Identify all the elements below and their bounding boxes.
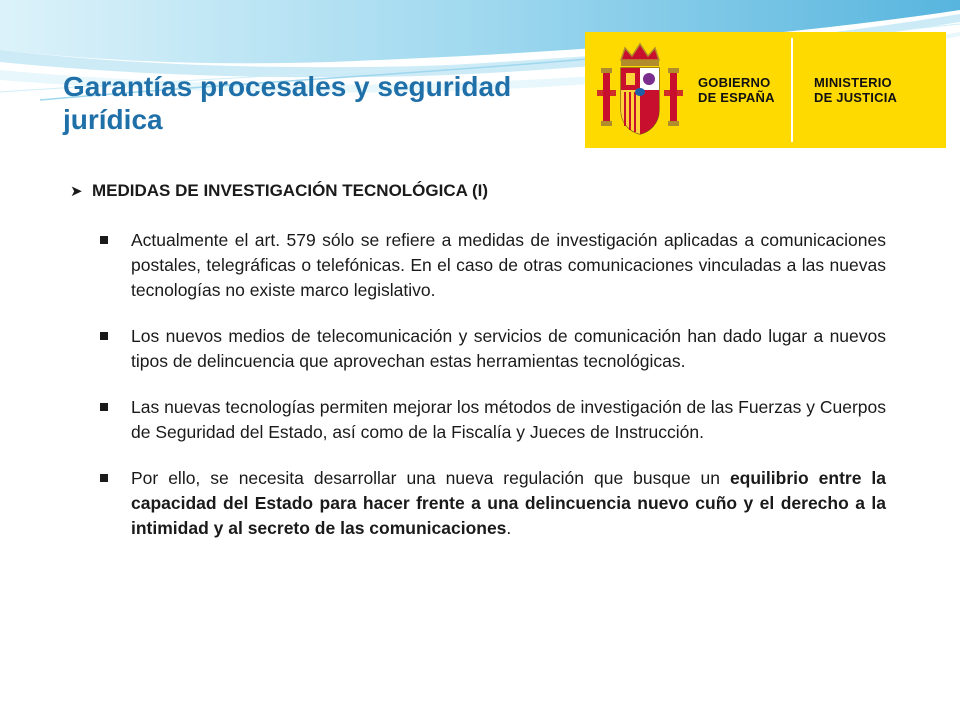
square-bullet-icon [100,332,108,340]
square-bullet-icon [100,474,108,482]
title-line-1: Garantías procesales y seguridad [63,71,512,102]
coat-of-arms-icon [585,32,695,148]
bullet-text: Actualmente el art. 579 sólo se refiere a medidas de investigación aplicadas a comunicaciones postales, telegráficas o telefónicas. En el caso de otras comunicaciones vinculadas a las nuevas tecnologías no existe marco legislativo. [131,230,886,300]
government-logo [585,32,946,148]
logo-text-ministerio [814,75,897,105]
bullet-text: Por ello, se necesita desarrollar una nueva regulación que busque un [131,468,730,488]
arrow-bullet-icon: ➤ [70,183,83,200]
page-title [63,70,543,136]
bullet-text: Los nuevos medios de telecomunicación y servicios de comunicación han dado lugar a nuevos tipos de delincuencia que aprovechan estas herramientas tecnológicas. [131,326,886,371]
square-bullet-icon [100,403,108,411]
bullet-item [98,228,886,303]
bullet-item [98,324,886,374]
section-heading [70,181,910,201]
title-line-2: jurídica [63,104,163,135]
square-bullet-icon [100,236,108,244]
logo-left-line-2: DE ESPAÑA [698,90,775,105]
logo-separator [791,38,793,142]
logo-right-line-1: MINISTERIO [814,75,892,90]
bullet-text: Las nuevas tecnologías permiten mejorar los métodos de investigación de las Fuerzas y Cuerpos de Seguridad del Estado, así como de la Fiscalía y Jueces de Instrucción. [131,397,886,442]
logo-text-gobierno [698,75,775,105]
logo-left-line-1: GOBIERNO [698,75,771,90]
bullet-text-bold: equilibrio entre la capacidad del Estado para hacer frente a una delincuencia nuevo cuño y el derecho a la intimidad y al secreto de las comunicaciones [131,468,886,538]
bullet-item [98,466,886,541]
section-heading-text: MEDIDAS DE INVESTIGACIÓN TECNOLÓGICA (I) [92,181,489,200]
bullet-text-end: . [506,518,512,538]
logo-right-line-2: DE JUSTICIA [814,90,898,105]
bullet-item [98,395,886,445]
bullet-list [98,228,886,562]
